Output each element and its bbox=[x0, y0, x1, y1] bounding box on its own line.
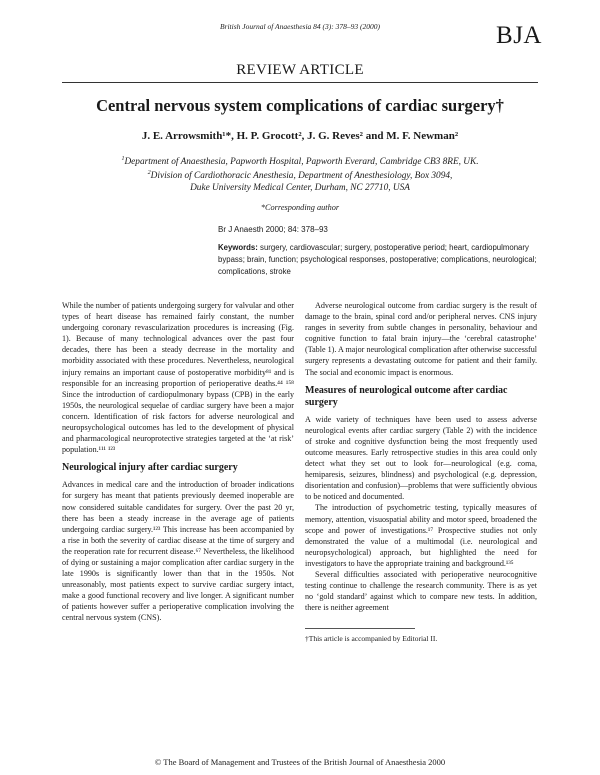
paragraph: Adverse neurological outcome from cardiac surgery is the result of damage to the brain, spinal cord and/or peripheral nerves. CNS injury ranges in severity from subtle changes in personality, behaviour and cognitive function to fatal brain injury—the ‘cerebral catastrophe’ (Table 1). A major neurological complication after otherwise successful surgery represents a devastating outcome for patient and their family. The social and economic impact is enormous. bbox=[305, 301, 537, 377]
paragraph: Advances in medical care and the introduction of broader indications for surgery has meant that patients previously deemed inoperable are now considered suitable candidates for surgery. Over the past 20 yr, there has been a steady increase in the average age of patients undergoing cardiac surgery.¹²³ This increase has been accompanied by a rise in both the severity of cardiac disease at the time of surgery and the reoperation rate for recurrent disease.⁶⁷ Nevertheless, the likelihood of dying or sustaining a major complication after cardiac surgery in the late 1990s is significantly lower than that in the 1950s. Not unreasonably, most patients expect to survive cardiac surgery intact, make a good functional recovery and live longer. A significant number of patients however suffer a perioperative complication involving the central nervous system (CNS). bbox=[62, 480, 294, 623]
paragraph: A wide variety of techniques have been used to assess adverse neurological events after cardiac surgery (Table 2) with the incidence of stroke and cognitive dysfunction being the most frequently used outcome measures. Early retrospective studies in this area could only detect what they set out to look for—neurological (e.g. coma, hemiparesis, seizures, blindness) and psychological (e.g. depression, disorientation and confusion)—problems that were sufficiently obvious to be noticed and documented. bbox=[305, 414, 537, 502]
journal-reference: British Journal of Anaesthesia 84 (3): 378–93 (2000) bbox=[219, 22, 381, 31]
journal-logo: BJA bbox=[496, 22, 542, 49]
left-column bbox=[62, 300, 294, 624]
keywords-text: surgery, cardiovascular; surgery, postoperative period; heart, cardiopulmonary bypass; brain, function; psychological responses, postoperative; complications, neurological; complications, stroke bbox=[218, 243, 537, 276]
corresponding-author-note: *Corresponding author bbox=[260, 203, 340, 212]
copyright-notice: © The Board of Management and Trustees of the British Journal of Anaesthesia 2000 bbox=[154, 757, 446, 767]
section-divider bbox=[62, 82, 538, 83]
affiliation-1: $^1$Department of Anaesthesia, Papworth Hospital, Papworth Everard, Cambridge CB3 8RE, UK. bbox=[121, 156, 479, 168]
affiliation-2-line-1: $^2$Division of Cardiothoracic Anesthesia, Department of Anesthesiology, Box 3094, bbox=[147, 170, 453, 182]
affiliation-2-line-2: Duke University Medical Center, Durham, NC 27710, USA bbox=[190, 183, 410, 193]
article-title: Central nervous system complications of cardiac surgery† bbox=[96, 96, 504, 115]
footnote: †This article is accompanied by Editorial II. bbox=[305, 634, 438, 643]
section-title: REVIEW ARTICLE bbox=[236, 62, 364, 78]
paragraph: While the number of patients undergoing surgery for valvular and other types of heart disease has remained fairly constant, the number undergoing coronary revascularization procedures is increasing (Fig. 1). Because of many technological advances over the past four decades, there has been a steady decrease in the mortality and morbidity associated with these procedures. Nevertheless, neurological injury remains an important cause of postoperative morbidity⁸¹ and is responsible for an increasing proportion of perioperative deaths.⁴⁴ ¹⁵⁸ Since the introduction of cardiopulmonary bypass (CPB) in the early 1950s, the neurological sequelae of cardiac surgery have been a major concern. Identification of risk factors for adverse neurological and neuropsychological outcomes has led to the development of physical and pharmacological neuroprotective strategies targeted at the ‘at risk’ population.¹¹¹ ¹²³ bbox=[62, 301, 294, 455]
paragraph: Several difficulties associated with perioperative neurocognitive testing continue to challenge the research community. There is as yet no ‘gold standard’ against which to compare new tests. In addition, there is neither agreement bbox=[305, 569, 537, 613]
keywords-label: Keywords: bbox=[218, 243, 258, 252]
footnote-divider bbox=[305, 628, 415, 629]
author-list: J. E. Arrowsmith¹*, H. P. Grocott², J. G. Reves² and M. F. Newman² bbox=[141, 130, 459, 142]
section-heading: Measures of neurological outcome after cardiac surgery bbox=[305, 384, 508, 408]
right-column bbox=[305, 300, 537, 613]
section-heading: Neurological injury after cardiac surgery bbox=[62, 462, 238, 474]
keywords-block bbox=[218, 242, 543, 278]
citation: Br J Anaesth 2000; 84: 378–93 bbox=[218, 225, 328, 234]
paragraph: The introduction of psychometric testing, typically measures of memory, attention, visuospatial ability and motor speed, broadened the scope and power of investigations.¹⁷ Prospective studies not only demonstrated the value of a multimodal (i.e. neurological and neuropsychological) approach, but highlighted the need for investigators to have the appropriate training and background.¹³⁵ bbox=[305, 503, 537, 568]
